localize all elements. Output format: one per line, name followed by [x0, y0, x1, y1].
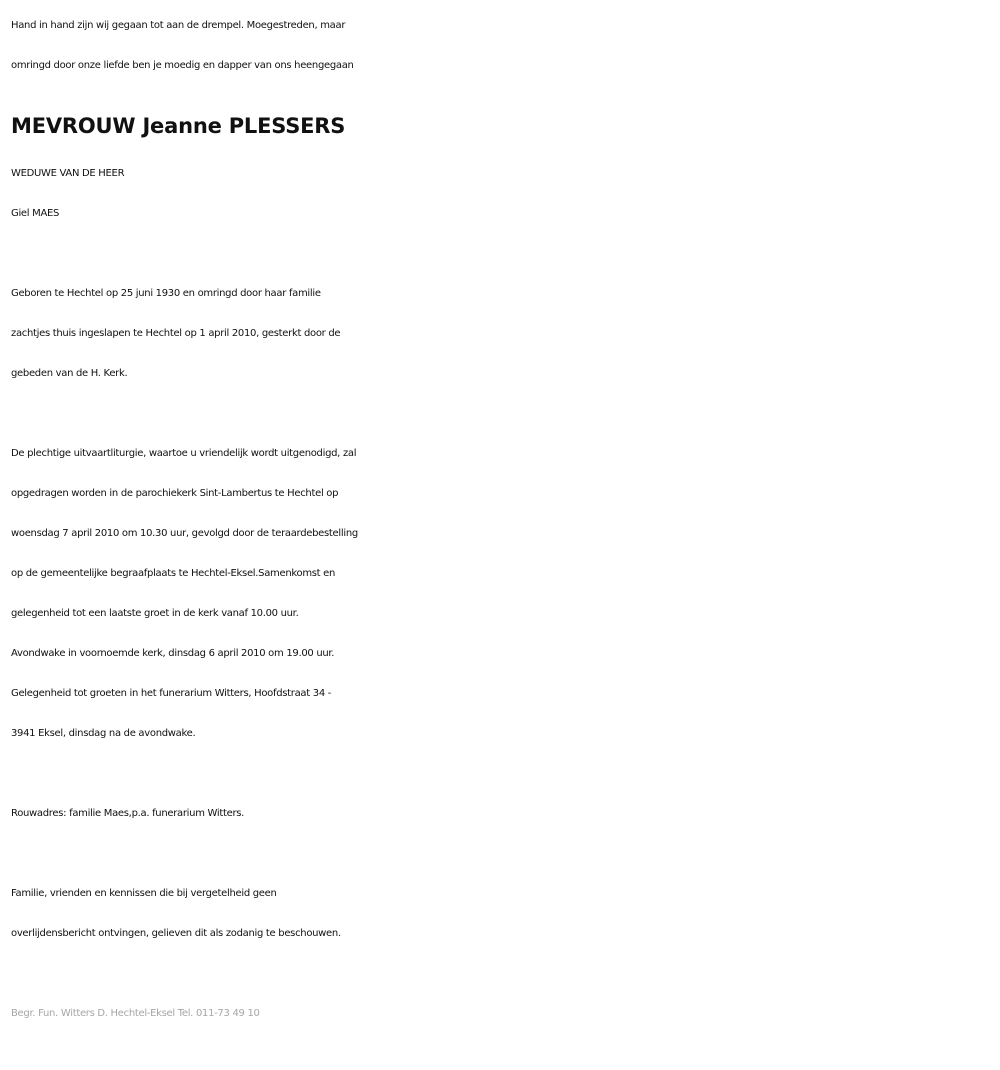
intro-line: omringd door onze liefde ben je moedig en dapper van ons heengegaan: [11, 60, 354, 71]
funeral-home-footer: [11, 994, 995, 1034]
paragraph-line: woensdag 7 april 2010 om 10.30 uur, gevolgd door de teraardebestelling: [11, 528, 358, 539]
paragraph-line: overlijdensbericht ontvingen, gelieven dit als zodanig te beschouwen.: [11, 928, 341, 939]
paragraph-line: Familie, vrienden en kennissen die bij vergetelheid geen: [11, 888, 277, 899]
paragraph-line: Geboren te Hechtel op 25 juni 1930 en omringd door haar familie: [11, 288, 321, 299]
deceased-name: MEVROUW Jeanne PLESSERS: [11, 114, 346, 138]
mourning-address: Rouwadres: familie Maes,p.a. funerarium Witters.: [11, 808, 245, 819]
paragraph-line: opgedragen worden in de parochiekerk Sint-Lambertus te Hechtel op: [11, 488, 339, 499]
mourning-address-paragraph: [11, 794, 995, 834]
paragraph-line: De plechtige uitvaartliturgie, waartoe u vriendelijk wordt uitgenodigd, zal: [11, 448, 357, 459]
relation-label: WEDUWE VAN DE HEER: [11, 168, 125, 179]
paragraph-line: op de gemeentelijke begraafplaats te Hechtel-Eksel.Samenkomst en: [11, 568, 336, 579]
paragraph-line: zachtjes thuis ingeslapen te Hechtel op 1 april 2010, gesterkt door de: [11, 328, 341, 339]
obituary-document: [11, 0, 995, 1034]
intro-verse: [11, 6, 995, 86]
paragraph-line: 3941 Eksel, dinsdag na de avondwake.: [11, 728, 196, 739]
intro-line: Hand in hand zijn wij gegaan tot aan de drempel. Moegestreden, maar: [11, 20, 346, 31]
paragraph-line: Gelegenheid tot groeten in het funerarium Witters, Hoofdstraat 34 -: [11, 688, 332, 699]
relation-block: [11, 154, 995, 234]
spouse-name: Giel MAES: [11, 208, 60, 219]
paragraph-line: Avondwake in voornoemde kerk, dinsdag 6 april 2010 om 19.00 uur.: [11, 648, 335, 659]
paragraph-line: gebeden van de H. Kerk.: [11, 368, 128, 379]
notice-paragraph: [11, 874, 995, 954]
paragraph-line: gelegenheid tot een laatste groet in de kerk vanaf 10.00 uur.: [11, 608, 299, 619]
funeral-paragraph: [11, 434, 995, 754]
footer-text: Begr. Fun. Witters D. Hechtel-Eksel Tel. 011-73 49 10: [11, 1008, 260, 1019]
birth-death-paragraph: [11, 274, 995, 394]
